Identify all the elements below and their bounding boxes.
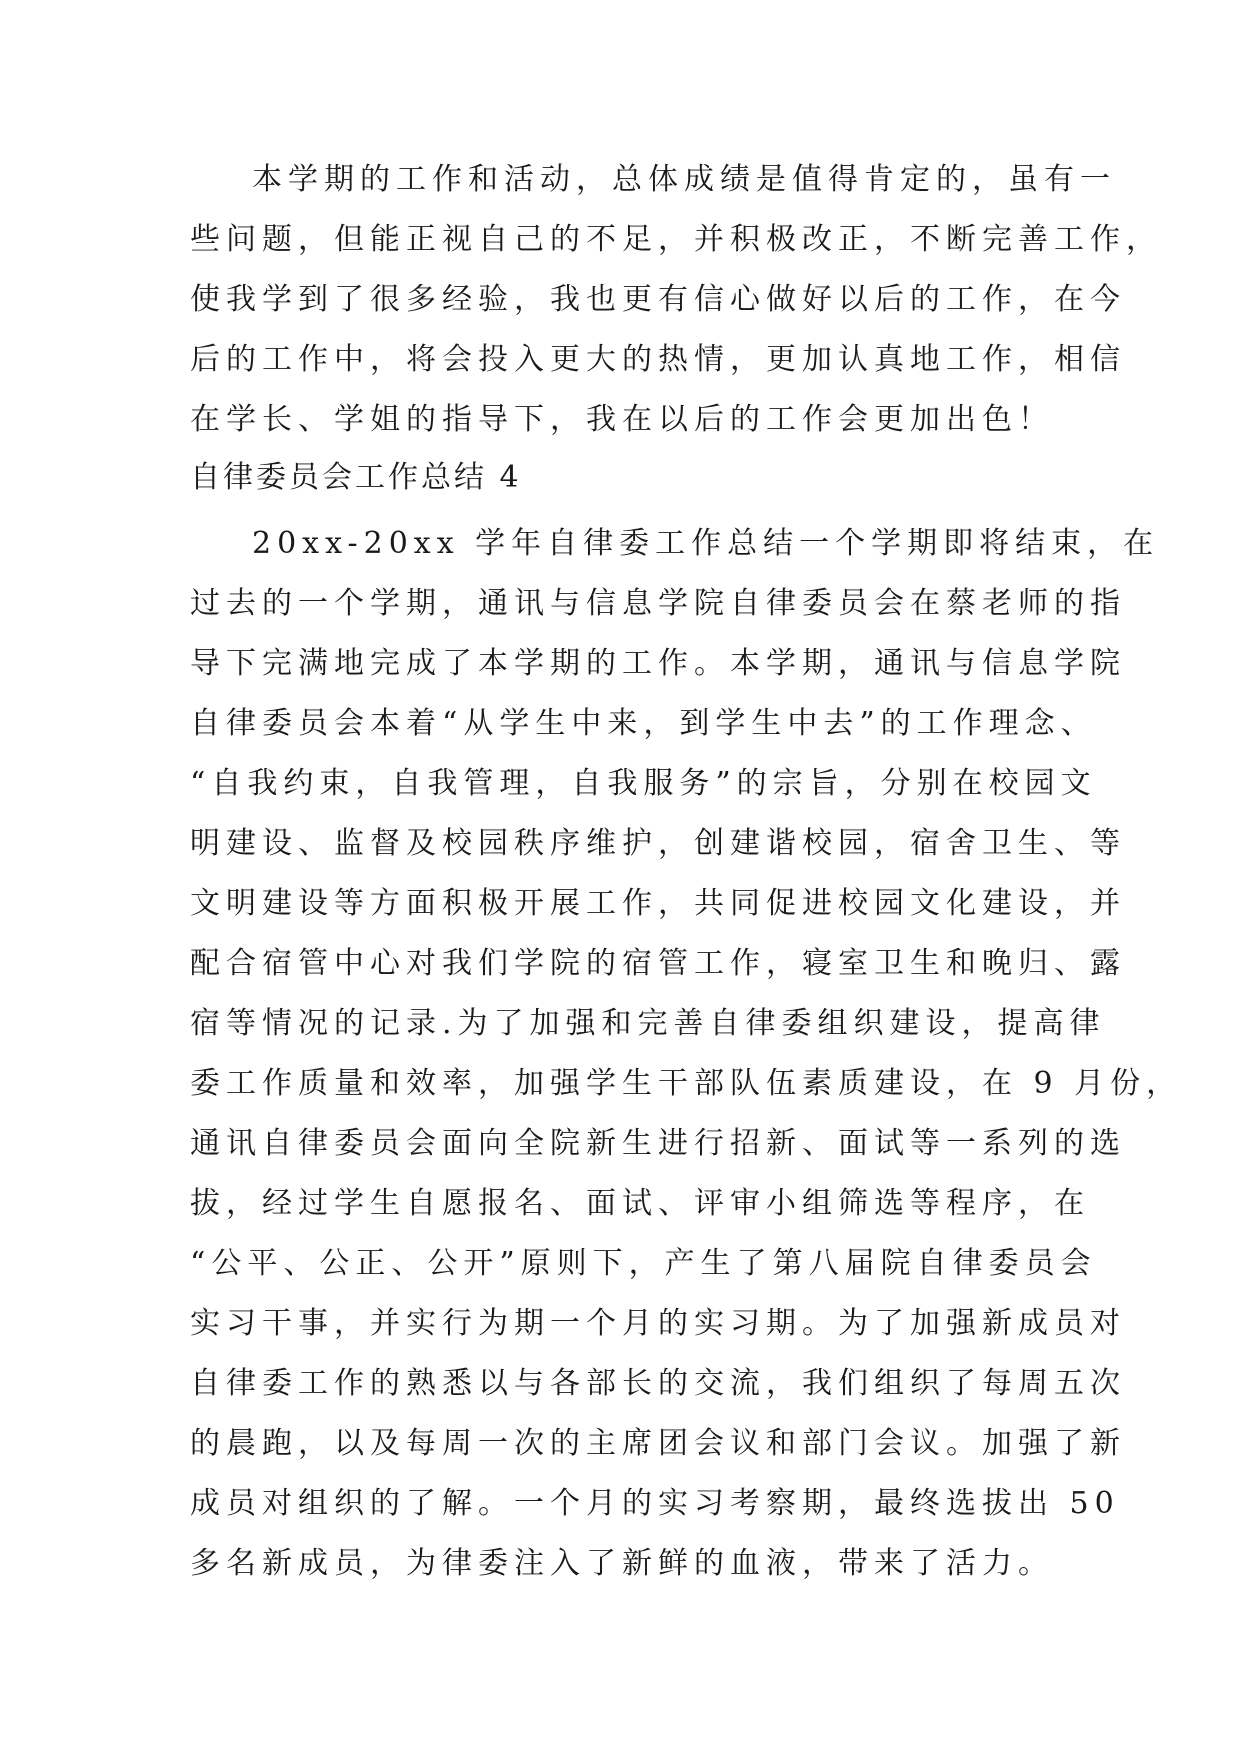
paragraph-2-line: 多名新成员，为律委注入了新鲜的血液，带来了活力。 (190, 1546, 1054, 1581)
paragraph-1-line: 本学期的工作和活动，总体成绩是值得肯定的，虽有一 (252, 162, 1116, 197)
section-heading: 自律委员会工作总结 4 (190, 460, 522, 495)
paragraph-2 (190, 514, 1183, 1594)
paragraph-1-line: 后的工作中，将会投入更大的热情，更加认真地工作，相信 (190, 342, 1126, 377)
spacer (190, 506, 1050, 514)
paragraph-2-line: 20xx-20xx 学年自律委工作总结一个学期即将结束，在 (252, 526, 1160, 561)
paragraph-2-line: 拔，经过学生自愿报名、面试、评审小组筛选等程序，在 (190, 1186, 1090, 1221)
paragraph-1-line: 些问题，但能正视自己的不足，并积极改正，不断完善工作， (190, 222, 1162, 257)
paragraph-1 (190, 150, 1162, 450)
paragraph-1-line: 使我学到了很多经验，我也更有信心做好以后的工作，在今 (190, 282, 1126, 317)
paragraph-2-line: 文明建设等方面积极开展工作，共同促进校园文化建设，并 (190, 886, 1126, 921)
paragraph-2-line: 导下完满地完成了本学期的工作。本学期，通讯与信息学院 (190, 646, 1126, 681)
paragraph-2-line: 的晨跑，以及每周一次的主席团会议和部门会议。加强了新 (190, 1426, 1126, 1461)
paragraph-2-line: 自律委工作的熟悉以与各部长的交流，我们组织了每周五次 (190, 1366, 1126, 1401)
paragraph-2-line: “自我约束，自我管理，自我服务”的宗旨，分别在校园文 (190, 766, 1097, 801)
paragraph-2-line: 过去的一个学期，通讯与信息学院自律委员会在蔡老师的指 (190, 586, 1126, 621)
paragraph-2-line: 成员对组织的了解。一个月的实习考察期，最终选拔出 50 (190, 1486, 1120, 1521)
paragraph-1-line: 在学长、学姐的指导下，我在以后的工作会更加出色！ (190, 402, 1054, 437)
paragraph-2-line: 自律委员会本着“从学生中来，到学生中去”的工作理念、 (190, 706, 1097, 741)
paragraph-2-line: 明建设、监督及校园秩序维护，创建谐校园，宿舍卫生、等 (190, 826, 1126, 861)
paragraph-2-line: 实习干事，并实行为期一个月的实习期。为了加强新成员对 (190, 1306, 1126, 1341)
paragraph-2-line: 通讯自律委员会面向全院新生进行招新、面试等一系列的选 (190, 1126, 1126, 1161)
paragraph-2-line: 配合宿管中心对我们学院的宿管工作，寝室卫生和晚归、露 (190, 946, 1126, 981)
paragraph-2-line: “公平、公正、公开”原则下，产生了第八届院自律委员会 (190, 1246, 1097, 1281)
paragraph-2-line: 委工作质量和效率，加强学生干部队伍素质建设，在 9 月份， (190, 1066, 1183, 1101)
document-body (190, 150, 1183, 1594)
paragraph-2-line: 宿等情况的记录.为了加强和完善自律委组织建设，提高律 (190, 1006, 1106, 1041)
